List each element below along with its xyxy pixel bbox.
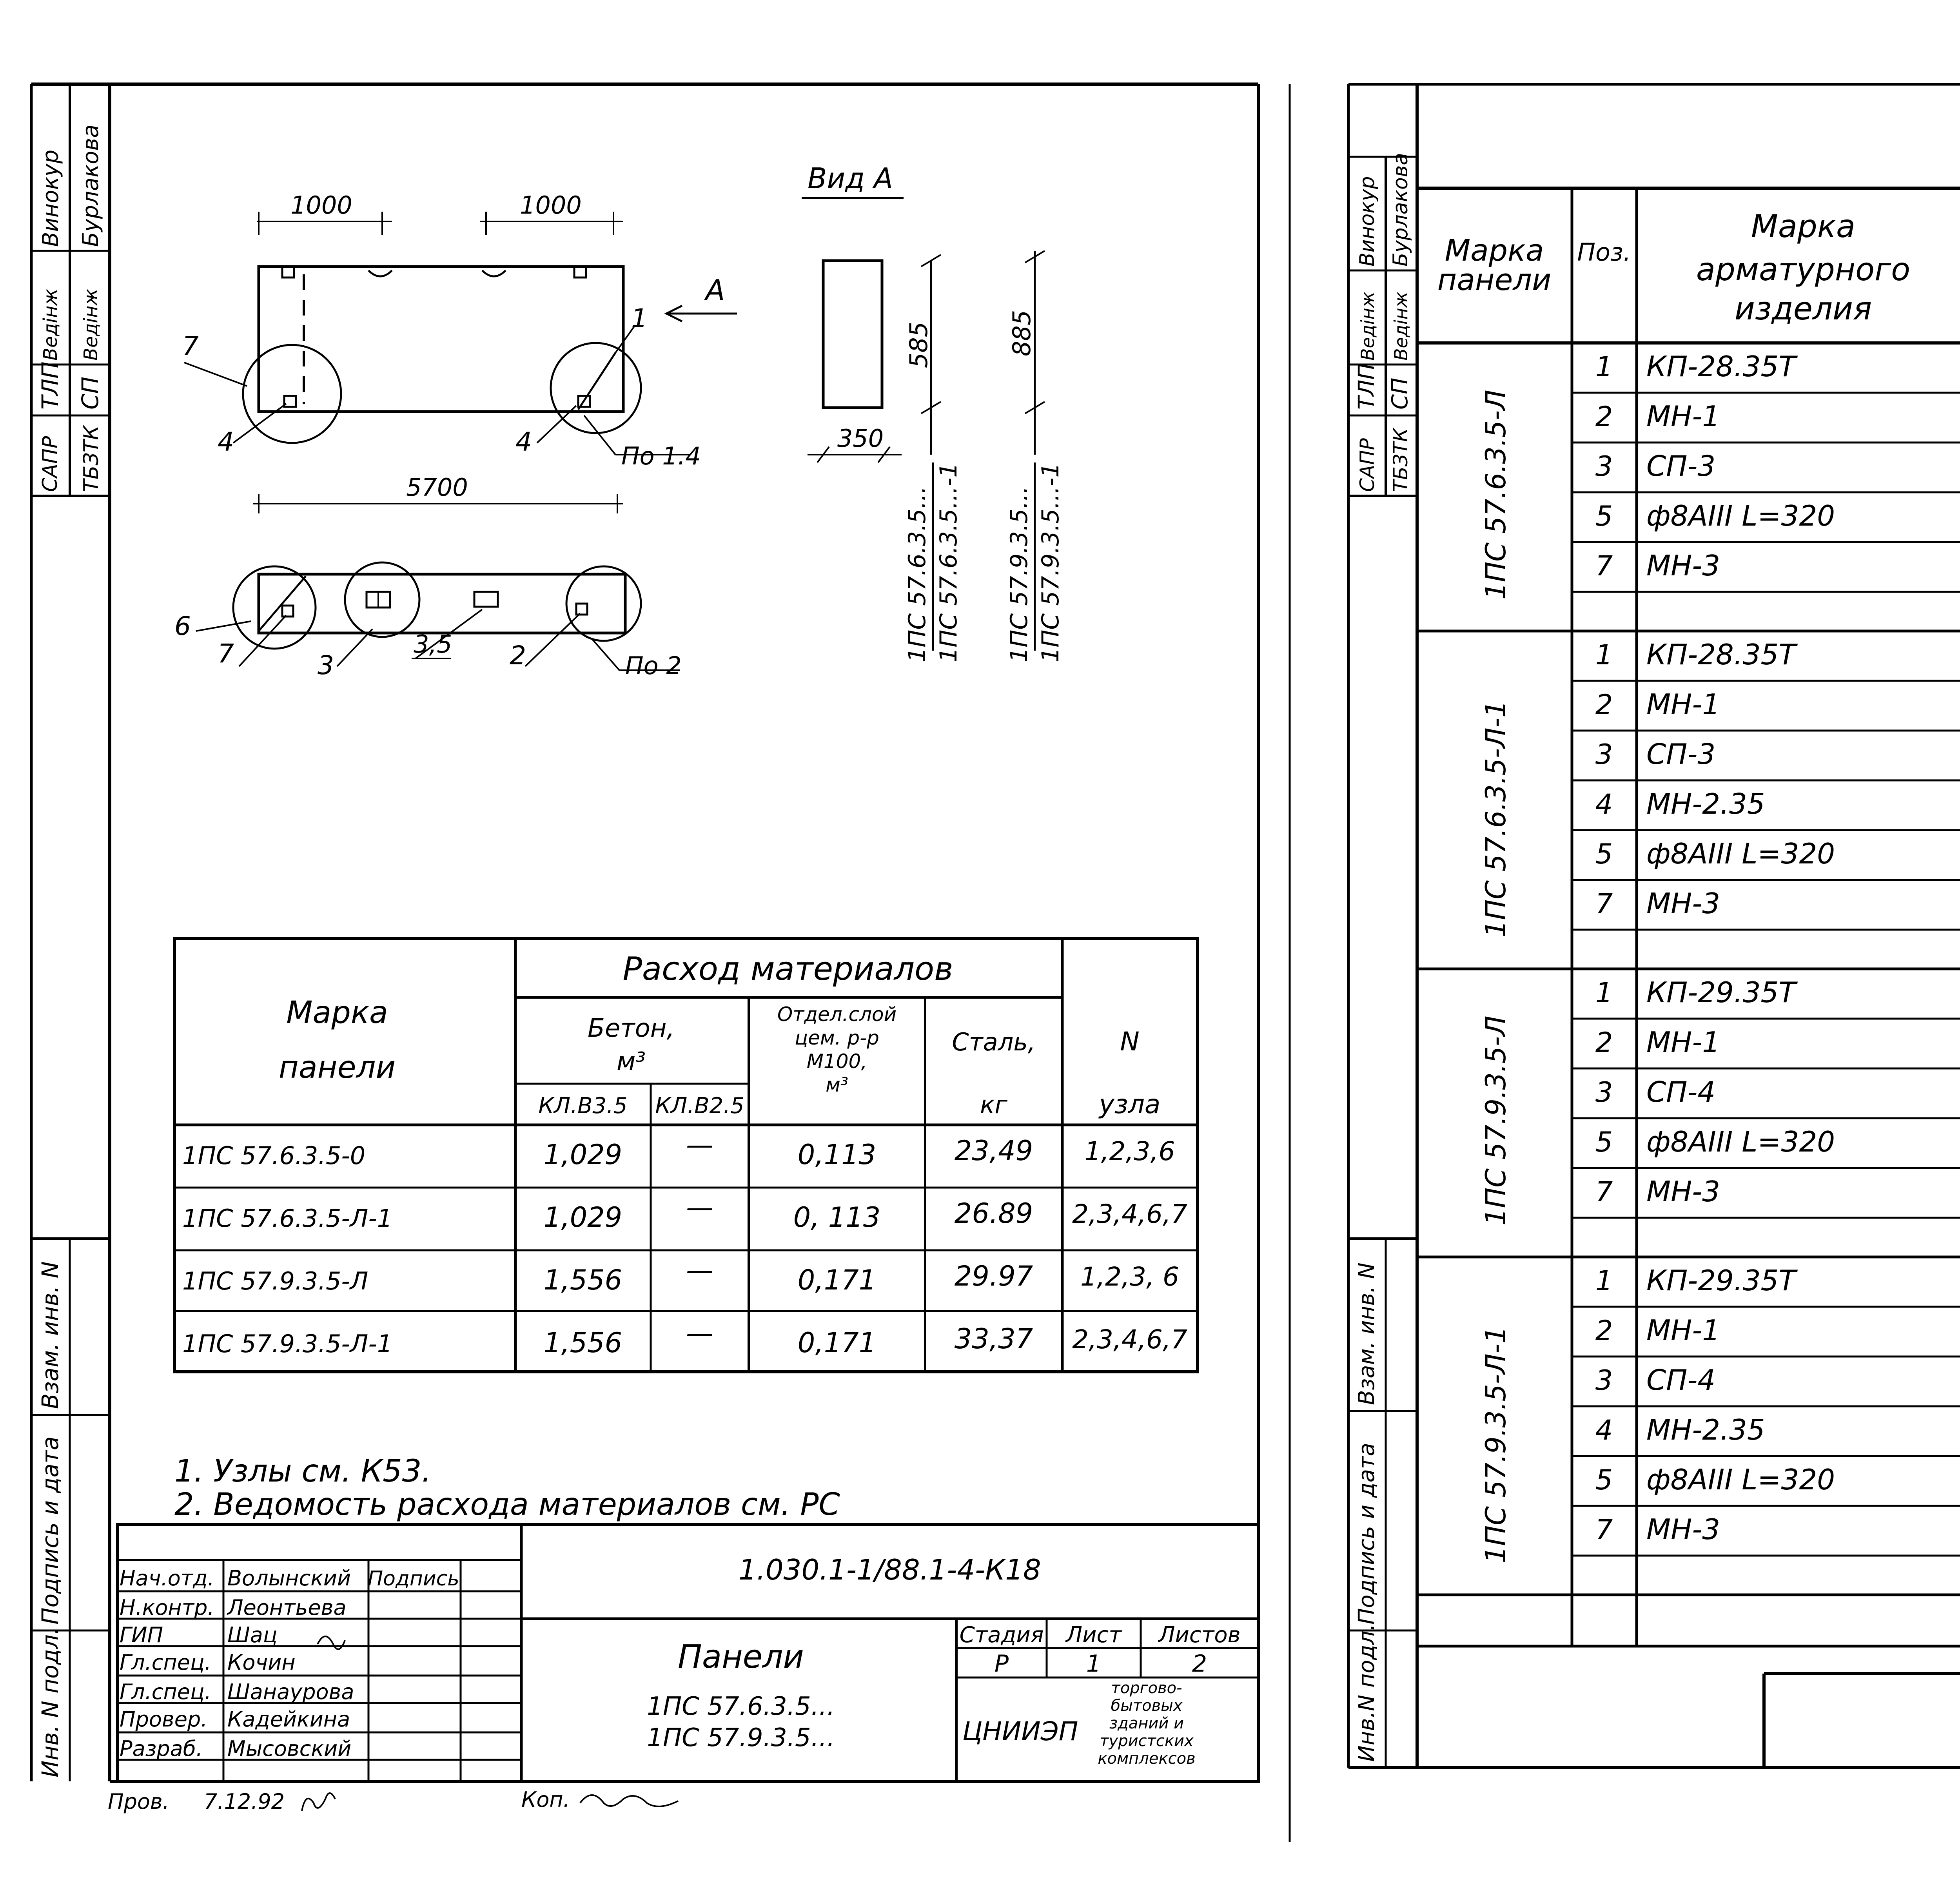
row-item: МН-1 <box>1646 1026 1720 1059</box>
row-item: ф8АIII L=320 <box>1646 499 1835 532</box>
row-item: МН-3 <box>1646 887 1720 920</box>
row-item: СП-3 <box>1646 450 1716 482</box>
group-mark: 1ПС 57.9.3.5-Л <box>1480 1016 1512 1226</box>
callout: 3 <box>318 650 334 680</box>
materials-table <box>174 939 1198 1372</box>
row-pos: 1 <box>1595 977 1613 1009</box>
left-title-block <box>118 1525 1258 1781</box>
col-header: Поз. <box>1577 238 1631 267</box>
col-header: КЛ.В3.5 <box>538 1093 628 1119</box>
row-b35: 1,556 <box>543 1327 622 1359</box>
signature <box>318 1636 345 1649</box>
row-nodes: 1,2,3, 6 <box>1080 1262 1179 1292</box>
check-date: 7.12.92 <box>204 1789 285 1814</box>
row-item: МН-3 <box>1646 549 1720 582</box>
panel-elevation <box>182 191 737 513</box>
person-role: Н.контр. <box>120 1595 214 1620</box>
materials-rows <box>182 1129 1187 1359</box>
stamp-text: ТЛП <box>37 361 64 410</box>
row-pos: 4 <box>1595 788 1613 820</box>
col-header: кг <box>980 1090 1008 1119</box>
spec-body <box>1417 348 1960 1595</box>
dim-label: 585 <box>904 321 933 368</box>
stamp-text: Взам. инв. N <box>1354 1262 1379 1405</box>
row-item: МН-2.35 <box>1646 1413 1765 1446</box>
person-name: Кочин <box>227 1650 296 1675</box>
stage-header: Стадия <box>959 1622 1044 1648</box>
col-header: узла <box>1099 1089 1161 1119</box>
stamp-text: Инв. N подл. <box>37 1627 64 1777</box>
row-b25: — <box>686 1191 713 1224</box>
copy-label: Коп. <box>521 1787 570 1812</box>
check-label: Пров. <box>108 1789 169 1814</box>
sign-col-header: Подпись <box>368 1567 459 1590</box>
panel-plan <box>174 562 682 680</box>
row-pos: 5 <box>1595 1126 1613 1158</box>
row-steel: 29.97 <box>954 1260 1033 1292</box>
signature <box>302 1793 335 1811</box>
row-item: СП-3 <box>1646 738 1716 771</box>
row-item: ф8АIII L=320 <box>1646 1463 1835 1496</box>
stamp-text: Ведінж <box>40 288 62 361</box>
row-layer: 0, 113 <box>793 1201 881 1233</box>
row-pos: 2 <box>1595 689 1613 721</box>
view-title: Вид А <box>808 162 893 195</box>
callout: 7 <box>218 638 234 669</box>
row-pos: 3 <box>1595 1076 1613 1108</box>
dim-label: 5700 <box>406 473 468 502</box>
panel-mark: 1ПС 57.6.3.5...-1 <box>935 462 962 662</box>
person-role: Гл.спец. <box>120 1679 211 1704</box>
notes <box>174 1454 840 1522</box>
row-mark: 1ПС 57.6.3.5-Л-1 <box>182 1204 393 1233</box>
view-a <box>802 162 1064 662</box>
col-header: N <box>1120 1026 1140 1057</box>
stage-value: Р <box>994 1650 1009 1678</box>
left-sheet <box>31 84 1290 1842</box>
callout: 4 <box>218 427 234 457</box>
person-name: Мысовский <box>227 1736 352 1761</box>
stamp-text: ТБЗТК <box>1389 428 1412 492</box>
callout: 2 <box>510 640 526 671</box>
row-pos: 5 <box>1595 838 1613 870</box>
person-name: Волынский <box>227 1566 351 1590</box>
stamp-text: Ведінж <box>1390 292 1412 361</box>
person-name: Шац <box>227 1623 278 1647</box>
check-line <box>108 1787 678 1814</box>
sheets-header: Листов <box>1158 1622 1241 1648</box>
dim-label: 885 <box>1007 310 1036 357</box>
stamp-text: Бурлакова <box>1389 152 1412 267</box>
col-header: М100, <box>806 1050 867 1073</box>
row-nodes: 2,3,4,6,7 <box>1072 1324 1187 1355</box>
stamp-text: Винокур <box>1356 176 1379 267</box>
col-header: Расход материалов <box>622 950 953 988</box>
row-pos: 3 <box>1595 450 1613 482</box>
right-side-stamp-top <box>1354 153 1413 492</box>
callout: 3,5 <box>414 630 452 658</box>
col-header: м³ <box>826 1074 848 1096</box>
doc-name-sub: 1ПС 57.9.3.5... <box>647 1723 835 1752</box>
stamp-text: ТЛП <box>1354 363 1379 410</box>
callout: 4 <box>515 427 532 457</box>
stamp-text: Ведінж <box>80 288 102 361</box>
row-pos: 7 <box>1595 1176 1613 1208</box>
row-pos: 7 <box>1595 550 1613 582</box>
row-b25: — <box>686 1317 713 1349</box>
row-steel: 33,37 <box>954 1323 1033 1355</box>
row-item: СП-4 <box>1646 1075 1716 1108</box>
row-item: СП-4 <box>1646 1364 1716 1396</box>
note: 2. Ведомость расхода материалов см. РС <box>174 1487 840 1522</box>
callout: 1 <box>631 303 648 334</box>
row-pos: 5 <box>1595 1464 1613 1496</box>
panel-mark: 1ПС 57.9.3.5...-1 <box>1037 462 1064 662</box>
sheet-header: Лист <box>1066 1622 1122 1648</box>
row-nodes: 1,2,3,6 <box>1084 1136 1175 1166</box>
col-header: Сталь, <box>952 1028 1036 1056</box>
row-layer: 0,171 <box>797 1327 877 1359</box>
col-header: арматурного <box>1696 251 1911 288</box>
stamp-text: САПР <box>38 436 62 492</box>
row-steel: 26.89 <box>954 1197 1033 1230</box>
row-item: МН-1 <box>1646 688 1720 721</box>
dim-label: 1000 <box>520 191 582 219</box>
person-name: Шанаурова <box>227 1679 354 1704</box>
left-side-stamp-bottom <box>37 1261 64 1777</box>
right-title-block <box>1764 1674 1960 1768</box>
row-mark: 1ПС 57.9.3.5-Л-1 <box>182 1329 393 1358</box>
row-b35: 1,029 <box>543 1139 622 1171</box>
person-role: Гл.спец. <box>120 1650 211 1675</box>
row-b25: — <box>686 1254 713 1286</box>
row-pos: 1 <box>1595 1265 1613 1297</box>
row-layer: 0,113 <box>797 1139 877 1171</box>
right-side-stamp-bottom <box>1354 1262 1379 1762</box>
stamp-text: СП <box>1387 377 1413 410</box>
row-pos: 3 <box>1595 738 1613 771</box>
row-item: КП-28.35Т <box>1646 638 1796 671</box>
row-mark: 1ПС 57.9.3.5-Л <box>182 1267 368 1295</box>
spec-table <box>1417 188 1960 1646</box>
dim-label: 350 <box>837 424 884 453</box>
callout: 7 <box>182 331 199 361</box>
group-mark: 1ПС 57.6.3.5-Л-1 <box>1480 700 1512 938</box>
group-mark: 1ПС 57.9.3.5-Л-1 <box>1480 1326 1512 1563</box>
callout: По 2 <box>625 651 682 680</box>
row-item: МН-3 <box>1646 1175 1720 1208</box>
org-sub: бытовых <box>1111 1697 1183 1715</box>
stamp-text: Ведінж <box>1357 292 1378 361</box>
person-name: Леонтьева <box>227 1595 347 1620</box>
person-role: Нач.отд. <box>120 1566 214 1590</box>
stamp-text: Подпись и дата <box>1354 1443 1379 1625</box>
stamp-text: САПР <box>1356 438 1379 492</box>
dim-label: 1000 <box>290 191 352 219</box>
org-name: ЦНИИЭП <box>962 1716 1078 1746</box>
row-b35: 1,029 <box>543 1201 622 1233</box>
stamp-text: СП <box>77 376 103 410</box>
row-pos: 4 <box>1595 1414 1613 1446</box>
row-layer: 0,171 <box>797 1264 877 1296</box>
stamp-text: ТБЗТК <box>80 425 103 492</box>
row-item: КП-29.35Т <box>1646 976 1796 1009</box>
sheets-value: 2 <box>1192 1650 1207 1678</box>
col-header: цем. р-р <box>795 1026 879 1049</box>
col-header: панели <box>278 1050 396 1085</box>
row-item: ф8АIII L=320 <box>1646 1125 1835 1158</box>
callout: 6 <box>174 611 191 641</box>
col-header: КЛ.В2.5 <box>655 1093 744 1119</box>
person-role: Провер. <box>120 1707 208 1732</box>
row-item: МН-1 <box>1646 400 1720 433</box>
col-header: изделия <box>1734 290 1872 327</box>
signature <box>580 1795 678 1806</box>
view-arrow-label: А <box>706 274 725 306</box>
row-item: МН-1 <box>1646 1314 1720 1347</box>
row-pos: 2 <box>1595 401 1613 433</box>
row-pos: 7 <box>1595 888 1613 920</box>
stamp-text: Инв.N подл. <box>1354 1623 1379 1762</box>
col-header: Марка <box>286 995 388 1030</box>
stamp-text: Подпись и дата <box>37 1436 64 1625</box>
person-role: Разраб. <box>120 1736 203 1761</box>
col-header: Бетон, <box>588 1014 675 1043</box>
row-pos: 7 <box>1595 1514 1613 1546</box>
row-pos: 1 <box>1595 351 1613 383</box>
person-role: ГИП <box>120 1623 163 1647</box>
row-item: КП-28.35Т <box>1646 350 1796 383</box>
org-sub: комплексов <box>1098 1750 1196 1768</box>
row-pos: 1 <box>1595 639 1613 671</box>
row-item: МН-3 <box>1646 1513 1720 1546</box>
org-sub: зданий и <box>1109 1714 1184 1732</box>
person-name: Кадейкина <box>227 1707 350 1732</box>
stamp-text: Взам. инв. N <box>37 1261 64 1409</box>
document-code: 1.030.1-1/88.1-4-К18 <box>739 1553 1041 1586</box>
right-sheet <box>1348 84 1960 1801</box>
col-header: Марка <box>1445 233 1544 268</box>
col-header: Марка <box>1751 208 1856 245</box>
org-sub: туристских <box>1100 1732 1194 1750</box>
sheet-value: 1 <box>1086 1650 1102 1678</box>
callout: По 1.4 <box>621 442 701 470</box>
row-pos: 3 <box>1595 1364 1613 1396</box>
row-pos: 5 <box>1595 500 1613 532</box>
row-item: ф8АIII L=320 <box>1646 837 1835 870</box>
doc-name-sub: 1ПС 57.6.3.5... <box>647 1692 835 1721</box>
doc-name: Панели <box>678 1638 804 1676</box>
org-sub: торгово- <box>1111 1679 1182 1697</box>
row-pos: 2 <box>1595 1315 1613 1347</box>
row-b25: — <box>686 1129 713 1161</box>
row-steel: 23,49 <box>954 1135 1033 1167</box>
col-header: м³ <box>617 1047 646 1076</box>
group-mark: 1ПС 57.6.3.5-Л <box>1480 390 1512 600</box>
col-header: Отдел.слой <box>777 1003 897 1026</box>
note: 1. Узлы см. К53. <box>174 1454 432 1489</box>
stamp-text: Бурлакова <box>78 124 103 247</box>
row-pos: 2 <box>1595 1026 1613 1059</box>
row-mark: 1ПС 57.6.3.5-0 <box>182 1141 366 1170</box>
panel-mark: 1ПС 57.9.3.5... <box>1005 486 1033 662</box>
panel-mark: 1ПС 57.6.3.5... <box>904 486 931 662</box>
row-item: МН-2.35 <box>1646 787 1765 820</box>
stamp-text: Винокур <box>38 149 64 247</box>
row-b35: 1,556 <box>543 1264 622 1296</box>
col-header: панели <box>1437 262 1552 297</box>
row-nodes: 2,3,4,6,7 <box>1072 1199 1187 1229</box>
row-item: КП-29.35Т <box>1646 1264 1796 1297</box>
